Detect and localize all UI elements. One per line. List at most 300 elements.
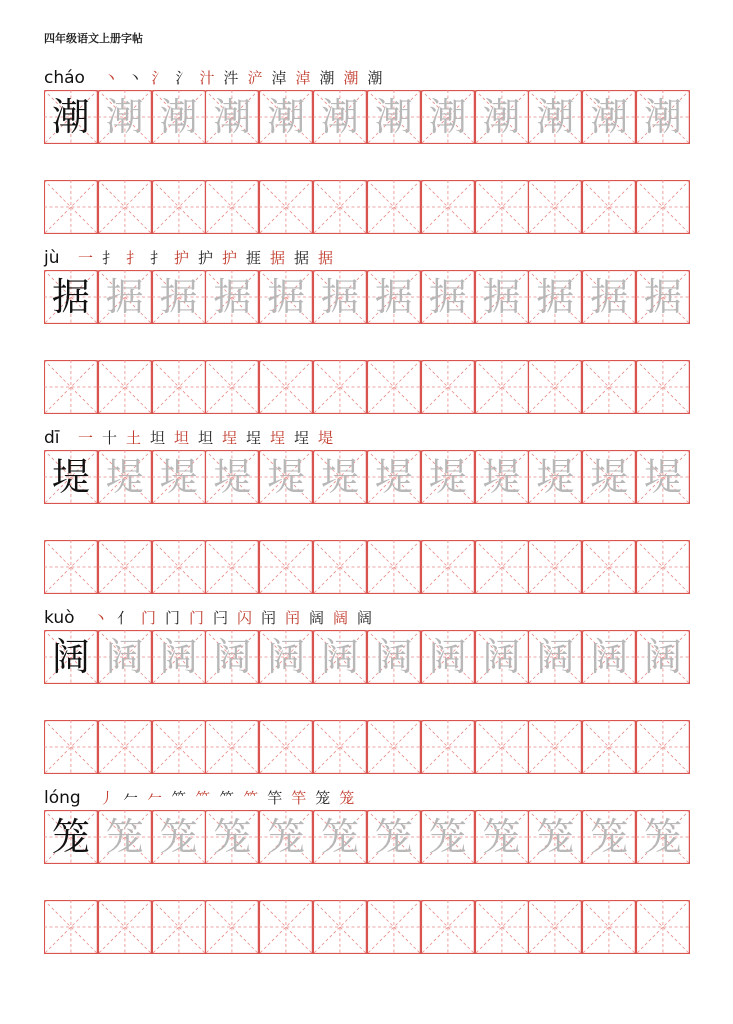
stroke-step: 丶 [127, 69, 143, 87]
trace-character: 笼 [321, 815, 360, 859]
trace-character: 堤 [213, 455, 252, 499]
trace-character: 阔 [536, 635, 575, 679]
blank-cell[interactable] [313, 720, 367, 774]
model-char-cell [44, 90, 98, 144]
mi-grid-guides [636, 360, 690, 414]
blank-cell[interactable] [313, 900, 367, 954]
stroke-step: 浐 [247, 69, 263, 87]
trace-char-cell [421, 630, 475, 684]
blank-cell[interactable] [152, 720, 206, 774]
stroke-step: ⺮ [171, 789, 187, 807]
mi-grid-guides [259, 180, 313, 234]
mi-grid-guides [528, 720, 582, 774]
mi-grid-guides [421, 540, 475, 594]
blank-cell[interactable] [205, 720, 259, 774]
blank-cell[interactable] [582, 900, 636, 954]
stroke-step: 氵 [151, 69, 167, 87]
mi-grid-guides [259, 540, 313, 594]
trace-character: 据 [590, 275, 629, 319]
mi-grid-guides [421, 720, 475, 774]
blank-cell[interactable] [152, 360, 206, 414]
stroke-step: 阔 [356, 609, 372, 627]
trace-char-cell [205, 90, 259, 144]
stroke-step: 门 [164, 609, 180, 627]
mi-grid-guides [259, 720, 313, 774]
mi-grid-guides [636, 540, 690, 594]
stroke-step: 十 [102, 429, 118, 447]
trace-character: 笼 [644, 815, 683, 859]
model-char-cell [44, 810, 98, 864]
blank-cell[interactable] [582, 180, 636, 234]
blank-cell[interactable] [636, 540, 690, 594]
mi-grid-guides [528, 180, 582, 234]
blank-practice-row [44, 540, 690, 594]
mi-grid-guides [313, 900, 367, 954]
stroke-step: 氵 [175, 69, 191, 87]
blank-cell[interactable] [44, 180, 98, 234]
trace-char-cell [367, 630, 421, 684]
trace-character: 据 [213, 275, 252, 319]
mi-grid-guides [152, 540, 206, 594]
model-char-cell [44, 450, 98, 504]
blank-cell[interactable] [205, 540, 259, 594]
trace-char-cell [313, 450, 367, 504]
stroke-step: 坦 [150, 429, 166, 447]
blank-cell[interactable] [475, 540, 529, 594]
trace-character: 笼 [590, 815, 629, 859]
mi-grid-guides [313, 720, 367, 774]
stroke-step: 扌 [149, 249, 165, 267]
blank-cell[interactable] [44, 720, 98, 774]
trace-character: 堤 [590, 455, 629, 499]
trace-char-cell [582, 630, 636, 684]
trace-char-cell [636, 630, 690, 684]
stroke-order-sequence [99, 68, 387, 88]
trace-char-cell [152, 450, 206, 504]
blank-cell[interactable] [367, 180, 421, 234]
blank-cell[interactable] [528, 720, 582, 774]
trace-character: 堤 [267, 455, 306, 499]
mi-grid-guides [528, 900, 582, 954]
stroke-order-sequence [74, 428, 338, 448]
stroke-step: 埕 [222, 429, 238, 447]
model-character: 据 [51, 275, 90, 319]
mi-grid-guides [98, 180, 152, 234]
blank-cell[interactable] [44, 540, 98, 594]
trace-char-cell [582, 270, 636, 324]
blank-cell[interactable] [259, 180, 313, 234]
stroke-step: 据 [317, 249, 333, 267]
pinyin-and-strokes [44, 64, 387, 88]
blank-cell[interactable] [205, 900, 259, 954]
trace-character: 潮 [644, 95, 683, 139]
trace-character: 据 [105, 275, 144, 319]
trace-char-cell [205, 450, 259, 504]
pinyin-label: jù [44, 248, 60, 268]
trace-char-cell [475, 630, 529, 684]
stroke-order-sequence [95, 788, 359, 808]
trace-character: 潮 [482, 95, 521, 139]
trace-character: 笼 [267, 815, 306, 859]
stroke-step: 汼 [223, 69, 239, 87]
model-character: 潮 [51, 95, 90, 139]
stroke-step: 坦 [174, 429, 190, 447]
trace-character: 潮 [536, 95, 575, 139]
stroke-step: 丶 [92, 609, 108, 627]
stroke-step: 丿 [99, 789, 115, 807]
pinyin-and-strokes [44, 424, 338, 448]
blank-cell[interactable] [475, 180, 529, 234]
trace-char-cell [636, 270, 690, 324]
tracing-row [44, 90, 690, 144]
stroke-step: 护 [197, 249, 213, 267]
mi-grid-guides [313, 180, 367, 234]
stroke-step: 闬 [284, 609, 300, 627]
trace-char-cell [367, 450, 421, 504]
trace-char-cell [636, 450, 690, 504]
mi-grid-guides [152, 360, 206, 414]
model-char-cell [44, 270, 98, 324]
trace-character: 笼 [482, 815, 521, 859]
mi-grid-guides [475, 180, 529, 234]
trace-character: 潮 [213, 95, 252, 139]
trace-char-cell [582, 810, 636, 864]
trace-char-cell [205, 630, 259, 684]
trace-character: 据 [536, 275, 575, 319]
blank-cell[interactable] [421, 360, 475, 414]
trace-char-cell [313, 630, 367, 684]
blank-cell[interactable] [259, 720, 313, 774]
blank-cell[interactable] [205, 360, 259, 414]
trace-character: 堤 [536, 455, 575, 499]
stroke-step: 淖 [271, 69, 287, 87]
blank-cell[interactable] [98, 180, 152, 234]
trace-char-cell [475, 270, 529, 324]
blank-cell[interactable] [475, 720, 529, 774]
model-character: 阔 [51, 635, 90, 679]
trace-character: 阔 [267, 635, 306, 679]
trace-char-cell [205, 810, 259, 864]
mi-grid-guides [582, 360, 636, 414]
trace-char-cell [205, 270, 259, 324]
trace-character: 堤 [374, 455, 413, 499]
blank-practice-row [44, 360, 690, 414]
stroke-step: 闬 [260, 609, 276, 627]
trace-char-cell [475, 90, 529, 144]
trace-char-cell [475, 450, 529, 504]
mi-grid-guides [205, 360, 259, 414]
pinyin-label: kuò [44, 608, 75, 628]
trace-char-cell [313, 270, 367, 324]
mi-grid-guides [367, 540, 421, 594]
blank-cell[interactable] [582, 360, 636, 414]
stroke-step: 阔 [308, 609, 324, 627]
trace-char-cell [259, 270, 313, 324]
blank-cell[interactable] [152, 900, 206, 954]
trace-character: 潮 [267, 95, 306, 139]
mi-grid-guides [367, 720, 421, 774]
stroke-step: 汁 [199, 69, 215, 87]
mi-grid-guides [636, 900, 690, 954]
blank-cell[interactable] [259, 900, 313, 954]
model-character: 堤 [51, 455, 90, 499]
stroke-step: 潮 [343, 69, 359, 87]
blank-practice-row [44, 720, 690, 774]
stroke-step: 丶 [103, 69, 119, 87]
blank-cell[interactable] [367, 540, 421, 594]
blank-cell[interactable] [259, 360, 313, 414]
trace-character: 据 [482, 275, 521, 319]
stroke-step: 埕 [246, 429, 262, 447]
trace-character: 笼 [105, 815, 144, 859]
mi-grid-guides [98, 540, 152, 594]
blank-cell[interactable] [528, 540, 582, 594]
blank-practice-row [44, 900, 690, 954]
trace-char-cell [152, 630, 206, 684]
blank-cell[interactable] [421, 900, 475, 954]
blank-cell[interactable] [421, 180, 475, 234]
blank-cell[interactable] [475, 360, 529, 414]
trace-character: 据 [267, 275, 306, 319]
model-char-cell [44, 630, 98, 684]
blank-cell[interactable] [582, 720, 636, 774]
blank-cell[interactable] [98, 720, 152, 774]
mi-grid-guides [636, 720, 690, 774]
pinyin-and-strokes [44, 244, 338, 268]
trace-character: 阔 [482, 635, 521, 679]
model-character: 笼 [51, 815, 90, 859]
trace-character: 潮 [590, 95, 629, 139]
stroke-order-sequence [74, 248, 338, 268]
stroke-step: 护 [221, 249, 237, 267]
stroke-step: 门 [140, 609, 156, 627]
page-title: 四年级语文上册字帖 [44, 32, 143, 45]
trace-character: 笼 [536, 815, 575, 859]
trace-character: 潮 [105, 95, 144, 139]
trace-character: 阔 [321, 635, 360, 679]
mi-grid-guides [259, 360, 313, 414]
trace-character: 阔 [374, 635, 413, 679]
mi-grid-guides [152, 180, 206, 234]
blank-cell[interactable] [528, 360, 582, 414]
stroke-step: 扌 [101, 249, 117, 267]
trace-character: 阔 [213, 635, 252, 679]
trace-character: 潮 [428, 95, 467, 139]
stroke-step: 护 [173, 249, 189, 267]
stroke-step: 门 [188, 609, 204, 627]
blank-cell[interactable] [98, 900, 152, 954]
blank-cell[interactable] [152, 540, 206, 594]
trace-character: 据 [428, 275, 467, 319]
stroke-order-sequence [89, 608, 377, 628]
mi-grid-guides [205, 180, 259, 234]
trace-char-cell [259, 630, 313, 684]
pinyin-and-strokes [44, 604, 377, 628]
stroke-step: 潮 [319, 69, 335, 87]
stroke-step: 捱 [245, 249, 261, 267]
trace-char-cell [313, 810, 367, 864]
trace-char-cell [152, 270, 206, 324]
blank-cell[interactable] [421, 720, 475, 774]
blank-cell[interactable] [475, 900, 529, 954]
mi-grid-guides [313, 540, 367, 594]
stroke-step: 笼 [315, 789, 331, 807]
trace-char-cell [98, 270, 152, 324]
blank-cell[interactable] [367, 900, 421, 954]
trace-character: 堤 [428, 455, 467, 499]
blank-cell[interactable] [528, 900, 582, 954]
mi-grid-guides [259, 900, 313, 954]
mi-grid-guides [152, 900, 206, 954]
blank-practice-row [44, 180, 690, 234]
mi-grid-guides [421, 180, 475, 234]
trace-char-cell [528, 270, 582, 324]
tracing-row [44, 810, 690, 864]
blank-cell[interactable] [367, 720, 421, 774]
trace-character: 据 [374, 275, 413, 319]
stroke-step: 堤 [318, 429, 334, 447]
mi-grid-guides [367, 180, 421, 234]
trace-char-cell [528, 630, 582, 684]
blank-cell[interactable] [582, 540, 636, 594]
stroke-step: 淖 [295, 69, 311, 87]
blank-cell[interactable] [636, 720, 690, 774]
pinyin-label: cháo [44, 68, 85, 88]
trace-character: 笼 [159, 815, 198, 859]
trace-char-cell [582, 450, 636, 504]
stroke-step: 竿 [291, 789, 307, 807]
blank-cell[interactable] [528, 180, 582, 234]
trace-char-cell [528, 90, 582, 144]
blank-cell[interactable] [636, 900, 690, 954]
stroke-step: 闪 [236, 609, 252, 627]
trace-char-cell [582, 90, 636, 144]
mi-grid-guides [475, 720, 529, 774]
blank-cell[interactable] [313, 180, 367, 234]
trace-char-cell [152, 810, 206, 864]
mi-grid-guides [475, 360, 529, 414]
mi-grid-guides [44, 360, 98, 414]
stroke-step: 𠂉 [147, 789, 163, 807]
trace-char-cell [98, 810, 152, 864]
trace-character: 阔 [159, 635, 198, 679]
blank-cell[interactable] [44, 900, 98, 954]
stroke-step: 埕 [294, 429, 310, 447]
mi-grid-guides [44, 720, 98, 774]
mi-grid-guides [582, 720, 636, 774]
stroke-step: 坦 [198, 429, 214, 447]
pinyin-and-strokes [44, 784, 359, 808]
mi-grid-guides [636, 180, 690, 234]
trace-character: 阔 [105, 635, 144, 679]
mi-grid-guides [44, 900, 98, 954]
pinyin-label: dī [44, 428, 60, 448]
stroke-step: 竿 [267, 789, 283, 807]
stroke-step: 一 [78, 429, 94, 447]
trace-character: 堤 [159, 455, 198, 499]
mi-grid-guides [582, 180, 636, 234]
mi-grid-guides [313, 360, 367, 414]
trace-character: 堤 [482, 455, 521, 499]
trace-char-cell [259, 450, 313, 504]
trace-char-cell [98, 450, 152, 504]
stroke-step: 一 [77, 249, 93, 267]
mi-grid-guides [98, 360, 152, 414]
stroke-step: 埕 [270, 429, 286, 447]
trace-char-cell [528, 810, 582, 864]
blank-cell[interactable] [313, 540, 367, 594]
stroke-step: ⺮ [219, 789, 235, 807]
stroke-step: 潮 [367, 69, 383, 87]
stroke-step: 扌 [125, 249, 141, 267]
blank-cell[interactable] [313, 360, 367, 414]
trace-char-cell [421, 810, 475, 864]
trace-char-cell [636, 90, 690, 144]
trace-character: 阔 [428, 635, 467, 679]
trace-character: 潮 [321, 95, 360, 139]
stroke-step: ⺮ [243, 789, 259, 807]
trace-char-cell [421, 450, 475, 504]
trace-character: 阔 [590, 635, 629, 679]
trace-char-cell [98, 630, 152, 684]
blank-cell[interactable] [367, 360, 421, 414]
trace-character: 笼 [213, 815, 252, 859]
trace-character: 笼 [428, 815, 467, 859]
mi-grid-guides [152, 720, 206, 774]
trace-character: 阔 [644, 635, 683, 679]
blank-cell[interactable] [152, 180, 206, 234]
trace-char-cell [421, 270, 475, 324]
trace-character: 据 [159, 275, 198, 319]
mi-grid-guides [528, 360, 582, 414]
trace-character: 堤 [644, 455, 683, 499]
trace-character: 堤 [105, 455, 144, 499]
trace-char-cell [636, 810, 690, 864]
blank-cell[interactable] [636, 360, 690, 414]
stroke-step: ⺮ [195, 789, 211, 807]
mi-grid-guides [205, 540, 259, 594]
mi-grid-guides [98, 900, 152, 954]
blank-cell[interactable] [259, 540, 313, 594]
mi-grid-guides [528, 540, 582, 594]
pinyin-label: lóng [44, 788, 81, 808]
trace-char-cell [367, 270, 421, 324]
mi-grid-guides [98, 720, 152, 774]
mi-grid-guides [421, 360, 475, 414]
tracing-row [44, 630, 690, 684]
trace-character: 笼 [374, 815, 413, 859]
trace-char-cell [259, 90, 313, 144]
trace-char-cell [475, 810, 529, 864]
mi-grid-guides [367, 900, 421, 954]
blank-cell[interactable] [205, 180, 259, 234]
trace-char-cell [259, 810, 313, 864]
stroke-step: 闩 [212, 609, 228, 627]
mi-grid-guides [205, 900, 259, 954]
mi-grid-guides [44, 180, 98, 234]
stroke-step: 笼 [339, 789, 355, 807]
trace-char-cell [152, 90, 206, 144]
blank-cell[interactable] [421, 540, 475, 594]
blank-cell[interactable] [98, 540, 152, 594]
blank-cell[interactable] [98, 360, 152, 414]
mi-grid-guides [421, 900, 475, 954]
blank-cell[interactable] [636, 180, 690, 234]
trace-char-cell [528, 450, 582, 504]
blank-cell[interactable] [44, 360, 98, 414]
mi-grid-guides [582, 540, 636, 594]
mi-grid-guides [367, 360, 421, 414]
